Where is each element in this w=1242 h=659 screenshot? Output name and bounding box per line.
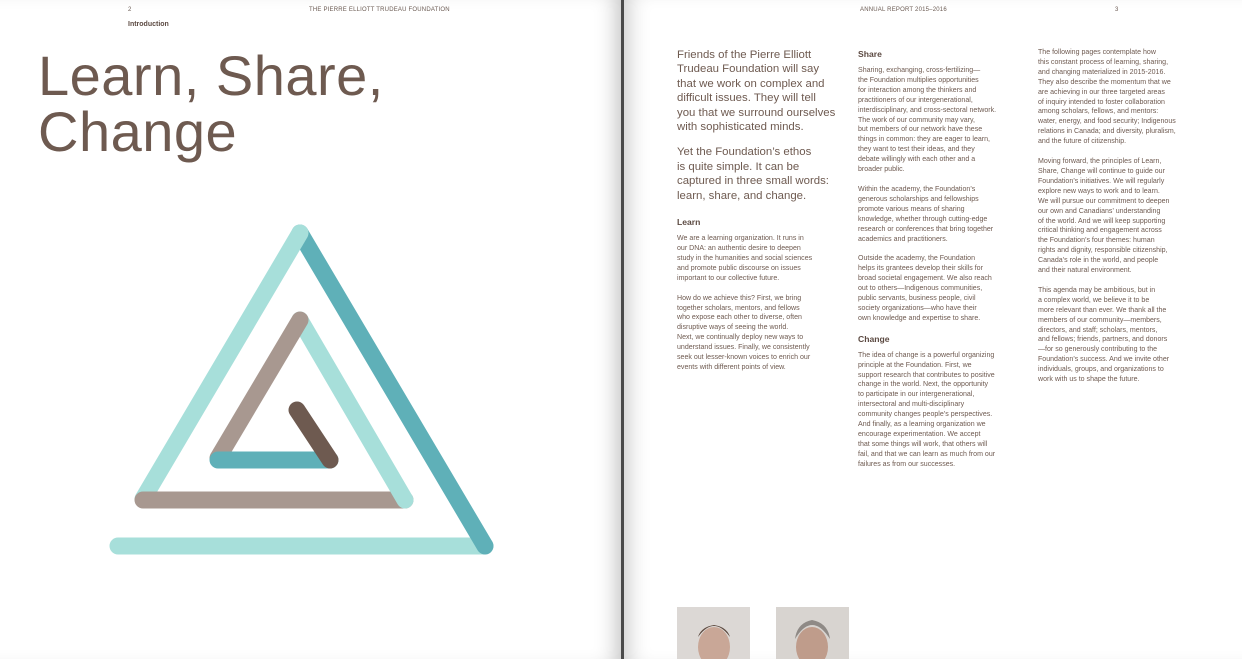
text-line: community changes people’s perspectives. — [858, 411, 993, 419]
text-line: promote various means of sharing — [858, 205, 965, 213]
logo-stroke-light-inner — [300, 320, 405, 500]
text-line: this constant process of learning, sharing, — [1038, 58, 1169, 66]
body-paragraph — [858, 351, 1030, 470]
text-line: principle at the Foundation. First, we — [858, 361, 972, 369]
text-line: and changing materialized in 2015-2016. — [1038, 68, 1166, 76]
text-line: The following pages contemplate how — [1038, 49, 1156, 56]
lead-paragraph-2 — [677, 145, 847, 203]
text-line: public servants, business people, civil — [858, 295, 976, 303]
text-line: The work of our community may vary, — [858, 116, 975, 124]
text-line: knowledge, whether through cutting-edge — [858, 215, 988, 223]
page-title — [38, 44, 458, 163]
text-line: change in the world. Next, the opportunity — [858, 381, 989, 389]
text-line: the Foundation’s four themes: human — [1038, 237, 1155, 245]
text-line: rights and dignity, responsible citizenship, — [1038, 247, 1168, 255]
text-line: We will pursue our commitment to deepen — [1038, 197, 1170, 205]
text-line: learn, share, and change. — [677, 189, 807, 202]
text-line: Next, we continually deploy new ways to — [677, 334, 804, 342]
text-line: study in the humanities and social sciences — [677, 254, 813, 262]
text-line: practitioners of our intergenerational, — [858, 96, 973, 104]
text-line: of inquiry intended to foster collaboration — [1038, 98, 1165, 106]
text-line: and promote public discourse on issues — [677, 264, 801, 272]
text-line: out to others—Indigenous communities, — [858, 285, 983, 293]
column-3 — [1038, 48, 1218, 395]
text-line: debate willingly with each other and a — [858, 156, 976, 164]
portrait-photo-1 — [677, 607, 750, 659]
text-line: for interaction among the thinkers and — [858, 86, 977, 94]
text-line: —for so generously contributing to the — [1038, 346, 1158, 354]
body-paragraph — [1038, 157, 1218, 276]
text-line: failures as from our successes. — [858, 460, 956, 468]
body-paragraph — [1038, 286, 1218, 385]
text-line: events with different points of view. — [677, 363, 786, 371]
text-line: Trudeau Foundation will say — [677, 63, 820, 76]
text-line: with sophisticated minds. — [677, 121, 804, 134]
text-line: intersectoral and multi-disciplinary — [858, 401, 965, 409]
text-line: and the future of citizenship. — [1038, 138, 1127, 146]
text-line: interdisciplinary, and cross-sectoral network. — [858, 106, 997, 114]
text-line: our own and Canadians’ understanding — [1038, 207, 1161, 215]
text-line: seek out lesser-known voices to enrich our — [677, 354, 811, 362]
text-line: among scholars, fellows, and mentors: — [1038, 108, 1159, 116]
title-line: Change — [38, 100, 238, 163]
text-line: broader public. — [858, 166, 905, 174]
page-number-right: 3 — [1115, 7, 1119, 13]
text-line: They also describe the momentum that we — [1038, 78, 1171, 86]
text-line: you that we surround ourselves — [677, 106, 836, 119]
text-line: encourage experimentation. We accept — [858, 431, 981, 438]
text-line: and fellows; friends, partners, and donors — [1038, 336, 1168, 344]
text-line: own knowledge and expertise to share. — [858, 314, 981, 322]
body-paragraph — [1038, 48, 1218, 147]
text-line: generous scholarships and fellowships — [858, 195, 979, 203]
heading-change: Change — [858, 333, 890, 344]
text-line: This agenda may be ambitious, but in — [1038, 286, 1156, 294]
text-line: Share, Change will continue to guide our — [1038, 167, 1165, 175]
text-line: research or conferences that bring together — [858, 225, 994, 233]
heading-learn: Learn — [677, 217, 701, 228]
title-line: Learn, Share, — [38, 44, 384, 107]
text-line: broad societal engagement. We also reach — [858, 275, 992, 283]
text-line: water, energy, and food security; Indigenous — [1038, 118, 1176, 126]
text-line: Moving forward, the principles of Learn, — [1038, 158, 1162, 166]
page-number-left: 2 — [128, 7, 132, 13]
section-label: Introduction — [128, 21, 169, 28]
body-paragraph — [677, 294, 847, 373]
text-line: together scholars, mentors, and fellows — [677, 304, 800, 312]
portrait-photo-2 — [776, 607, 849, 659]
text-line: The idea of change is a powerful organizing — [858, 351, 995, 359]
text-line: Foundation’s initiatives. We will regularly — [1038, 177, 1165, 185]
text-line: difficult issues. They will tell — [677, 92, 816, 105]
text-line: understand issues. Finally, we consistently — [677, 344, 810, 352]
body-paragraph — [858, 185, 1030, 244]
running-header-right: ANNUAL REPORT 2015–2016 — [860, 7, 947, 13]
text-line: captured in three small words: — [677, 175, 829, 188]
text-line: society organizations—who have their — [858, 304, 977, 312]
text-line: Canada’s role in the world, and people — [1038, 257, 1159, 265]
text-line: fail, and that we can learn as much from our — [858, 450, 996, 458]
lead-paragraph-1 — [677, 48, 847, 134]
body-paragraph — [858, 66, 1030, 175]
text-line: helps its grantees develop their skills for — [858, 265, 983, 273]
text-line: Sharing, exchanging, cross-fertilizing— — [858, 67, 981, 74]
text-line: And finally, as a learning organization we — [858, 421, 986, 429]
text-line: are achieving in our three targeted areas — [1038, 88, 1165, 96]
text-line: How do we achieve this? First, we bring — [677, 294, 802, 302]
text-line: to participate in our intergenerational, — [858, 391, 975, 399]
text-line: a complex world, we believe it to be — [1038, 296, 1150, 304]
running-header-left: THE PIERRE ELLIOTT TRUDEAU FOUNDATION — [309, 7, 450, 13]
body-paragraph — [677, 234, 847, 284]
text-line: disruptive ways of seeing the world. — [677, 324, 789, 332]
text-line: that some things will work, that others will — [858, 440, 988, 448]
text-line: but members of our network have these — [858, 126, 983, 134]
text-line: Outside the academy, the Foundation — [858, 255, 975, 263]
text-line: and their natural environment. — [1038, 267, 1132, 275]
text-line: critical thinking and engagement across — [1038, 227, 1162, 235]
text-line: academics and practitioners. — [858, 235, 948, 243]
text-line: Yet the Foundation’s ethos — [677, 146, 812, 159]
text-line: directors, and staff; scholars, mentors, — [1038, 326, 1158, 334]
text-line: work with us to shape the future. — [1038, 376, 1140, 384]
text-line: is quite simple. It can be — [677, 160, 800, 173]
text-line: who expose each other to diverse, often — [677, 314, 802, 322]
text-line: members of our community—members, — [1038, 316, 1162, 324]
text-line: relations in Canada; and diversity, pluralism, — [1038, 128, 1176, 136]
column-1 — [677, 48, 847, 383]
column-2 — [858, 49, 1030, 480]
heading-share: Share — [858, 49, 882, 59]
right-page — [624, 0, 1242, 659]
text-line: the Foundation multiplies opportunities — [858, 76, 979, 84]
text-line: that we work on complex and — [677, 77, 825, 90]
text-line: Foundation’s success. And we invite other — [1038, 356, 1170, 364]
triangle-logo-graphic — [100, 220, 500, 565]
text-line: Friends of the Pierre Elliott — [677, 49, 812, 61]
text-line: Within the academy, the Foundation’s — [858, 185, 976, 193]
text-line: explore new ways to work and to learn. — [1038, 187, 1160, 195]
text-line: things in common: they are eager to learn, — [858, 136, 991, 144]
body-paragraph — [858, 254, 1030, 323]
text-line: individuals, groups, and organizations to — [1038, 366, 1164, 374]
text-line: more relevant than ever. We thank all the — [1038, 306, 1167, 314]
text-line: of the world. And we will keep supporting — [1038, 217, 1166, 225]
text-line: support research that contributes to positive — [858, 371, 995, 379]
text-line: our DNA: an authentic desire to deepen — [677, 244, 801, 252]
text-line: important to our collective future. — [677, 274, 780, 282]
text-line: they want to test their ideas, and they — [858, 146, 975, 154]
text-line: We are a learning organization. It runs in — [677, 235, 804, 243]
